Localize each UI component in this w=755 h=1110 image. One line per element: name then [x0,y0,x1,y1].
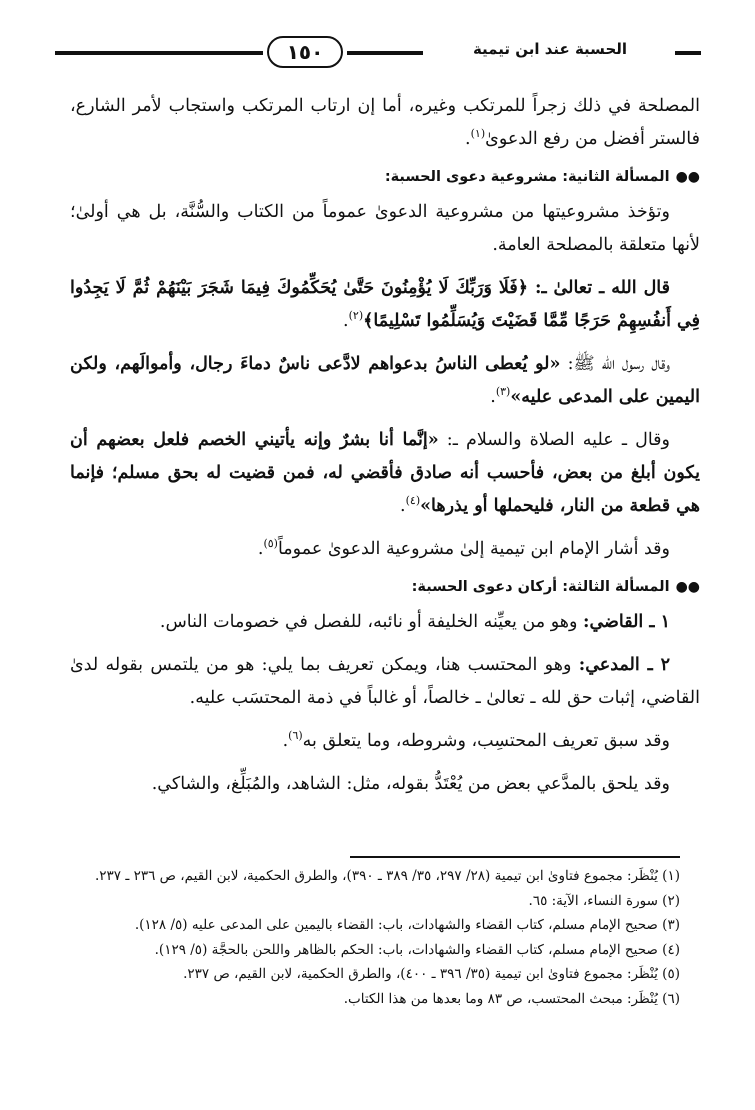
body-text [70,90,700,801]
header-rule-left [55,51,263,55]
paragraph-4: وقال رسول الله ﷺ: «لو يُعطى الناسُ بدعواهم لادَّعى ناسٌ دماءَ رجال، وأموالَهم، ولكن اليمين على المدعى عليه»$^{(٣)}$. [70,354,700,407]
footnote-5: (٥) يُنْظَر: مجموع فتاوىٰ ابن تيمية (٣٥/ ٣٩٦ ـ ٤٠٠)، والطرق الحكمية، لابن القيم، ص ٢٣٧. [183,966,680,982]
footnote-1: (١) يُنْظَر: مجموع فتاوىٰ ابن تيمية (٢٨/ ٢٩٧، ٣٥/ ٣٨٩ ـ ٣٩٠)، والطرق الحكمية، لابن القيم، ص ٢٣٦ ـ ٢٣٧. [95,868,680,884]
paragraph-7: ١ ـ القاضي: وهو من يعيِّنه الخليفة أو نائبه، للفصل في خصومات الناس. [159,612,670,632]
bullet-icon: ●● [675,169,700,185]
footnote-3: (٣) صحيح الإمام مسلم، كتاب القضاء والشهادات، باب: القضاء باليمين على المدعى عليه (٥/ ١٢٨). [134,917,680,933]
footnote-ref-1[interactable]: (١) [470,127,486,141]
paragraph-8: ٢ ـ المدعي: وهو المحتسب هنا، ويمكن تعريف بما يلي: هو من يلتمس بقوله لدىٰ القاضي، إثبات حق لله ـ تعالىٰ ـ خالصاً، أو غالباً في ذمة المحتسَب عليه. [70,655,700,708]
quran-verse: قال الله ـ تعالىٰ ـ: ﴿فَلَا وَرَبِّكَ لَا يُؤْمِنُونَ حَتَّىٰ يُحَكِّمُوكَ فِيمَا شَجَرَ بَيْنَهُمْ ثُمَّ لَا يَجِدُوا فِي أَنفُسِهِمْ حَرَجًا مِّمَّا قَضَيْتَ وَيُسَلِّمُوا تَسْلِيمًا﴾ [70,278,700,331]
footnote-ref-2[interactable]: (٢) [348,309,364,323]
page-number: ١٥٠ [267,36,343,68]
footnote-ref-4[interactable]: (٤) [405,494,421,508]
bullet-icon: ●● [675,579,700,595]
paragraph-9: وقد سبق تعريف المحتسِب، وشروطه، وما يتعلق به$^{(٦)}$. [282,729,670,751]
paragraph-5: وقال ـ عليه الصلاة والسلام ـ: «إنَّما أنا بشرٌ وإنه يأتيني الخصم فلعل بعضهم أن يكون أبلغ من بعض، فأحسب أنه صادق فأقضي له، فمن قضيت له بحق مسلم؛ فإنما هي قطعة من النار، فليحملها أو يذرها»$^{(٤)}$. [70,430,700,516]
paragraph-1: المصلحة في ذلك زجراً للمرتكب وغيره، أما إن ارتاب المرتكب واستجاب لأمر الشارع، فالستر أفضل من رفع الدعوىٰ$^{(١)}$. [70,96,700,149]
footnote-ref-6[interactable]: (٦) [288,729,303,743]
footnote-divider [350,856,680,858]
footnote-ref-3[interactable]: (٣) [495,385,511,399]
running-title: الحسبة عند ابن تيمية [472,40,628,58]
footnote-2: (٢) سورة النساء، الآية: ٦٥. [528,892,680,909]
footnote-ref-5[interactable]: (٥) [263,537,278,551]
section-heading-2: ●●المسألة الثانية: مشروعية دعوى الحسبة: [384,169,700,185]
header-rule-middle [347,51,423,55]
hadith-quote-2: «إنَّما أنا بشرٌ وإنه يأتيني الخصم فلعل بعضهم أن يكون أبلغ من بعض، فأحسب أنه صادق فأقضي له، فمن قضيت له بحق مسلم؛ فإنما هي قطعة من النار، فليحملها أو يذرها» [70,430,700,516]
header-rule-right [675,51,701,55]
footnote-6: (٦) يُنْظَر: مبحث المحتسب، ص ٨٣ وما بعدها من هذا الكتاب. [343,990,680,1007]
paragraph-2: وتؤخذ مشروعيتها من مشروعية الدعوىٰ عموماً من الكتاب والسُّنَّة، بل هي أولىٰ؛ لأنها متعلقة بالمصلحة العامة. [70,202,700,255]
footnote-4: (٤) صحيح الإمام مسلم، كتاب القضاء والشهادات، باب: الحكم بالظاهر واللحن بالحجَّة (٥/ ١٢٩). [154,941,680,958]
section-heading-3: ●●المسألة الثالثة: أركان دعوى الحسبة: [411,579,700,595]
paragraph-6: وقد أشار الإمام ابن تيمية إلىٰ مشروعية الدعوىٰ عموماً$^{(٥)}$. [257,537,670,559]
footnotes [60,864,680,1011]
paragraph-3: قال الله ـ تعالىٰ ـ: ﴿فَلَا وَرَبِّكَ لَا يُؤْمِنُونَ حَتَّىٰ يُحَكِّمُوكَ فِيمَا شَجَرَ بَيْنَهُمْ ثُمَّ لَا يَجِدُوا فِي أَنفُسِهِمْ حَرَجًا مِّمَّا قَضَيْتَ وَيُسَلِّمُوا تَسْلِيمًا﴾$^{(٢)}$. [70,278,700,331]
hadith-quote-1: «لو يُعطى الناسُ بدعواهم لادَّعى ناسٌ دماءَ رجال، وأموالَهم، ولكن اليمين على المدعى عليه» [70,354,700,407]
paragraph-10: وقد يلحق بالمدَّعي بعض من يُعْتَدُّ بقوله، مثل: الشاهد، والمُبَلِّغ، والشاكي. [151,774,670,794]
page-header [55,30,701,76]
